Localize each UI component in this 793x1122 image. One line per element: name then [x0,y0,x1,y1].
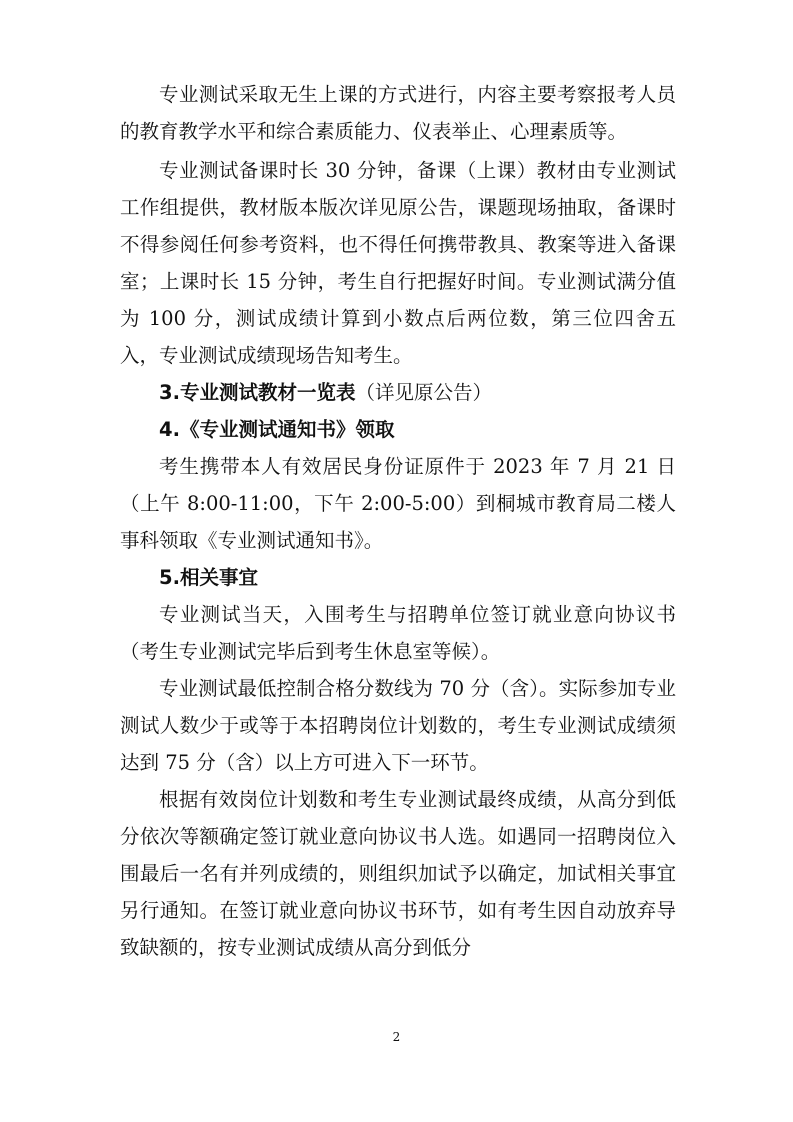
document-body [120,76,676,966]
heading-materials-list [120,374,676,411]
paragraph-notice-collection: 考生携带本人有效居民身份证原件于 2023 年 7 月 21 日（上午 8:00-11:00，下午 2:00-5:00）到桐城市教育局二楼人事科领取《专业测试通知书》。 [120,455,676,552]
paragraph-test-rules: 专业测试备课时长 30 分钟，备课（上课）教材由专业测试工作组提供，教材版本版次详见原公告，课题现场抽取，备课时不得参阅任何参考资料，也不得任何携带教具、教案等进入备课室；上课时长 15 分钟，考生自行把握好时间。专业测试满分值为 100 分，测试成绩计算到小数点后两位数，第三位四舍五入，专业测试成绩现场告知考生。 [120,159,676,367]
heading-notice-collection: 4.《专业测试通知书》领取 [159,418,395,441]
heading-materials-list-text: 3.专业测试教材一览表 [159,381,356,404]
paragraph-agreement-signing: 专业测试当天，入围考生与招聘单位签订就业意向协议书（考生专业测试完毕后到考生休息室等候）。 [120,603,676,663]
page-number: 2 [392,1030,401,1044]
paragraph-passing-score: 专业测试最低控制合格分数线为 70 分（含）。实际参加专业测试人数少于或等于本招聘岗位计划数的，考生专业测试成绩须达到 75 分（含）以上方可进入下一环节。 [120,677,676,774]
paragraph-candidate-selection: 根据有效岗位计划数和考生专业测试最终成绩，从高分到低分依次等额确定签订就业意向协议书人选。如遇同一招聘岗位入围最后一名有并列成绩的，则组织加试予以确定，加试相关事宜另行通知。在签订就业意向协议书环节，如有考生因自动放弃导致缺额的，按专业测试成绩从高分到低分 [120,788,676,959]
paragraph-test-format: 专业测试采取无生上课的方式进行，内容主要考察报考人员的教育教学水平和综合素质能力、仪表举止、心理素质等。 [120,83,676,143]
heading-related-matters: 5.相关事宜 [159,566,258,589]
heading-materials-list-note: （详见原公告） [355,381,492,404]
